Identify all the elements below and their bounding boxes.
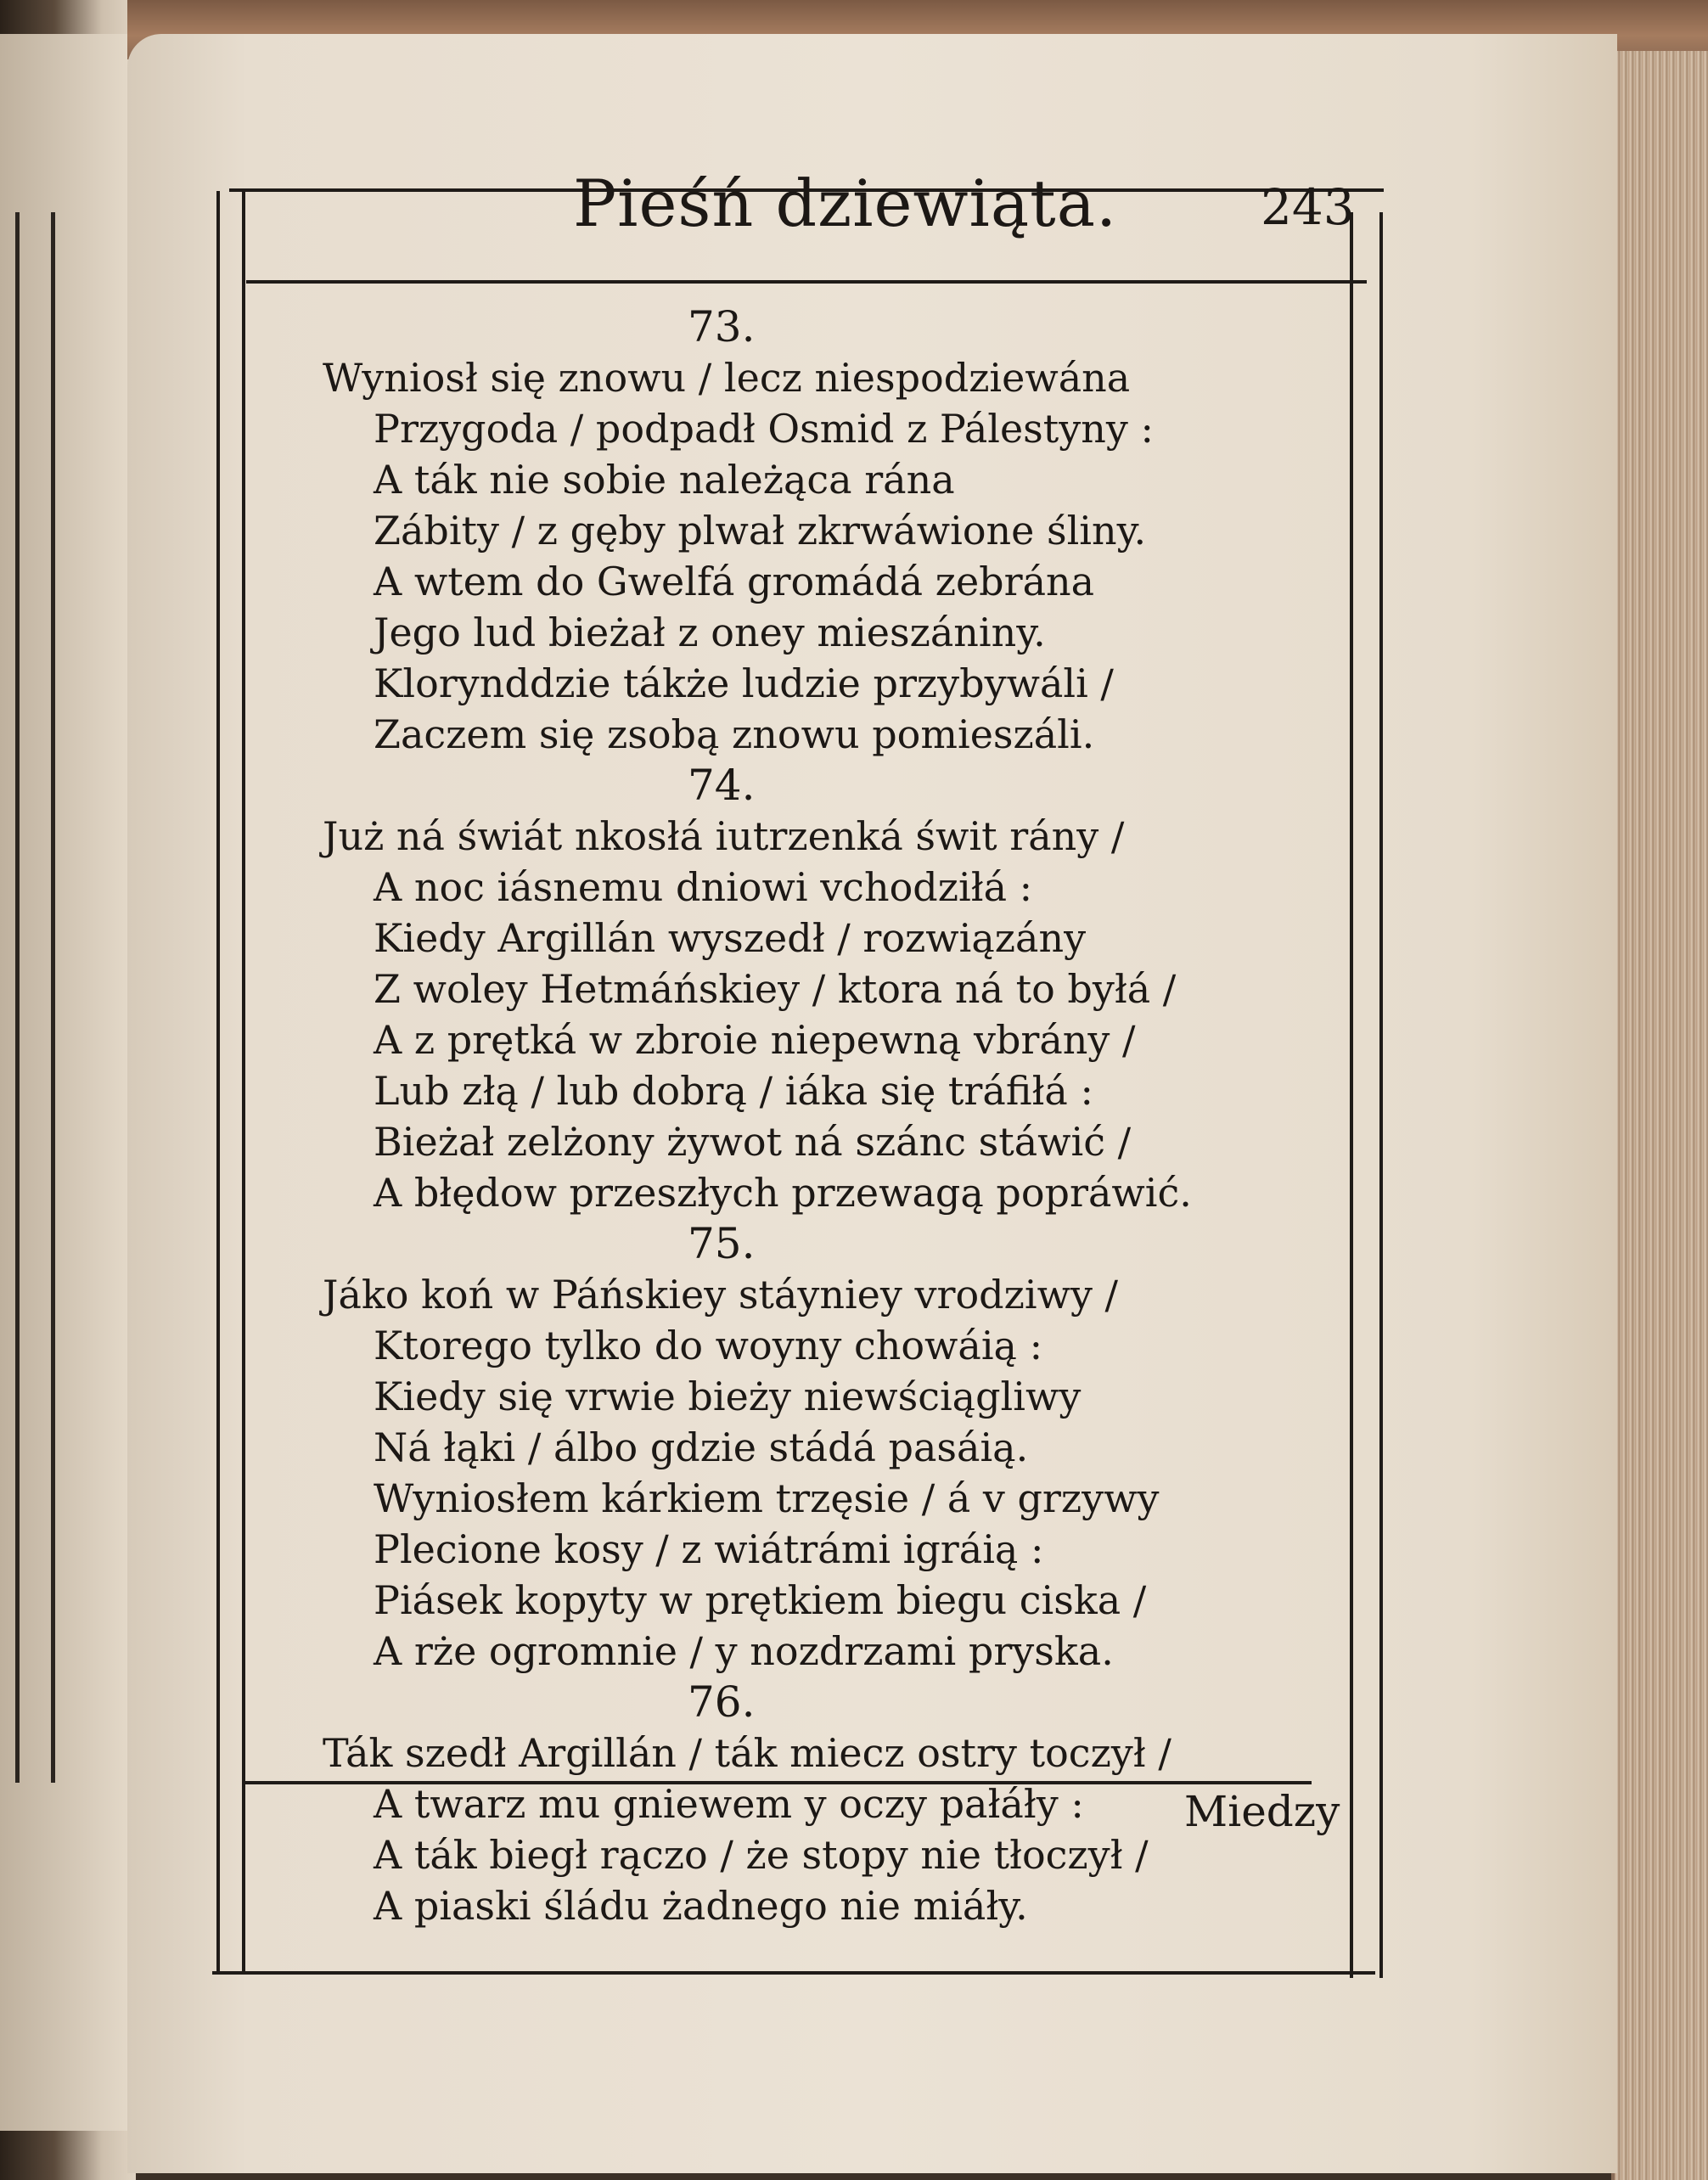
verse-line: Plecione kosy / z wiátrámi igráią :	[374, 1526, 1044, 1572]
verse-line: Już ná świát nkosłá iutrzenká świt rány /	[323, 813, 1125, 859]
verse-line: A noc iásnemu dniowi vchodziłá :	[374, 864, 1033, 910]
stanza-number: 74.	[688, 761, 756, 810]
frame-left-inner-rule	[242, 191, 245, 1974]
stanza-number: 73.	[688, 302, 756, 351]
poem-text-block	[323, 301, 1192, 1931]
verse-line: Bieżał zelżony żywot ná szánc stáwić /	[374, 1119, 1132, 1165]
facing-page-border-rule	[15, 212, 20, 1783]
verse-line: Jáko koń w Páńskiey stáyniey vrodziwy /	[323, 1272, 1119, 1318]
verse-line: Ná łąki / álbo gdzie stádá pasáią.	[374, 1424, 1029, 1470]
verse-line: Zábity / z gęby plwał zkrwáwione śliny.	[374, 508, 1147, 553]
stanza-number: 76.	[688, 1677, 756, 1727]
verse-line: Ták szedł Argillán / ták miecz ostry toczył /	[323, 1730, 1171, 1776]
stanza-number: 75.	[688, 1219, 756, 1268]
catchword: Miedzy	[1184, 1787, 1340, 1836]
frame-right-outer-rule	[1379, 212, 1383, 1978]
header-underline-rule	[246, 280, 1367, 284]
verse-line: A piaski śládu żadnego nie miáły.	[374, 1883, 1028, 1929]
frame-left-outer-rule	[216, 191, 220, 1974]
facing-page-edge	[0, 34, 127, 2131]
verse-line: A z prętká w zbroie niepewną vbrány /	[374, 1017, 1136, 1063]
page-number: 243	[1261, 178, 1355, 236]
frame-base-rule	[212, 1971, 1375, 1975]
verse-line: Przygoda / podpadł Osmid z Pálestyny :	[374, 406, 1154, 452]
verse-line: Piásek kopyty w prętkiem biegu ciska /	[374, 1577, 1147, 1623]
verse-line: A ták nie sobie należąca rána	[374, 457, 955, 503]
facing-page-border-rule	[51, 212, 55, 1783]
verse-line: Zaczem się zsobą znowu pomieszáli.	[374, 711, 1095, 757]
verse-line: A rże ogromnie / y nozdrzami pryska.	[374, 1628, 1114, 1674]
verse-line: A błędow przeszłych przewagą popráwić.	[374, 1170, 1192, 1216]
verse-line: A ták biegł rączo / że stopy nie tłoczył /	[374, 1832, 1149, 1878]
running-header	[246, 166, 1367, 276]
verse-line: Kiedy się vrwie bieży niewściągliwy	[374, 1374, 1082, 1419]
verse-line: Z woley Hetmáńskiey / ktora ná to byłá /	[374, 966, 1177, 1012]
verse-line: Wyniosł się znowu / lecz niespodziewána	[323, 355, 1131, 401]
page-title: Pieśń dziewiąta.	[573, 166, 1118, 241]
verse-line: Lub złą / lub dobrą / iáka się tráfiłá :	[374, 1068, 1093, 1114]
verse-line: Ktorego tylko do woyny chowáią :	[374, 1323, 1043, 1368]
verse-line: Kiedy Argillán wyszedł / rozwiązány	[374, 915, 1087, 961]
frame-right-inner-rule	[1350, 212, 1353, 1978]
verse-line: Jego lud bieżał z oney mieszániny.	[374, 610, 1046, 655]
page-block-edges	[1611, 51, 1708, 2180]
verse-line: Wyniosłem kárkiem trzęsie / á v grzywy	[374, 1475, 1160, 1521]
verse-line: Klorynddzie tákże ludzie przybywáli /	[374, 660, 1114, 706]
verse-line: A wtem do Gwelfá gromádá zebrána	[374, 559, 1095, 604]
verse-line: A twarz mu gniewem y oczy pałáły :	[374, 1781, 1084, 1827]
